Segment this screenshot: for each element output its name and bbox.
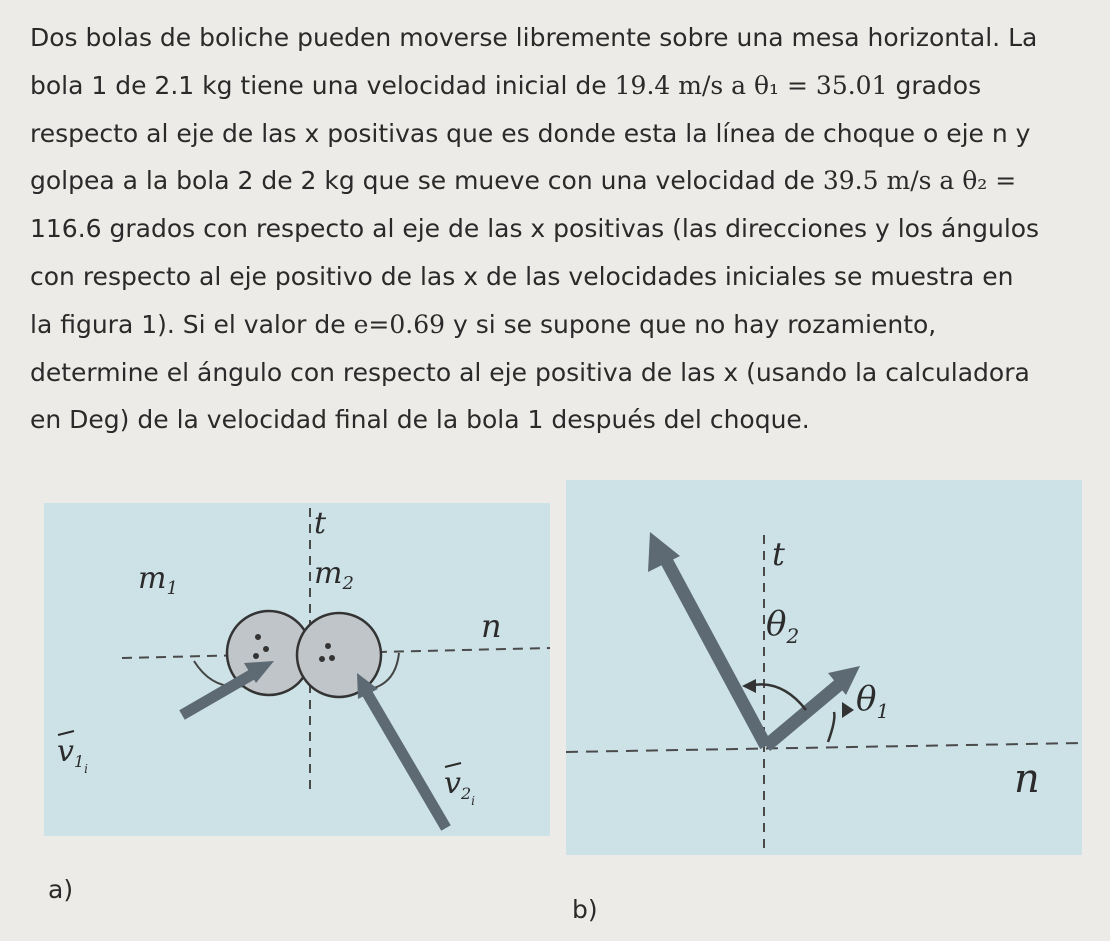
text: y si se supone que no hay rozamiento, [445, 309, 937, 339]
text: determine el ángulo con respecto al eje positiva de las x (usando la calculadora [30, 357, 1030, 387]
figure-a [44, 503, 550, 836]
text: bola 1 de 2.1 kg tiene una velocidad inicial de [30, 70, 615, 100]
caption-a: a) [48, 875, 74, 904]
arc-arrowhead [742, 679, 756, 693]
arc-arrowhead [842, 702, 854, 718]
problem-line [30, 396, 1090, 444]
ball-hole [253, 653, 259, 659]
ball-hole [255, 634, 261, 640]
label-v1: $v_{1i}$ [57, 734, 88, 776]
caption-b: b) [572, 895, 598, 924]
angle-arc-theta1 [828, 712, 834, 742]
label-m1: $m_1$ [138, 561, 178, 599]
math-text: 39.5 m/s a θ₂ = [822, 166, 1017, 196]
problem-line [30, 62, 1090, 110]
text: grados [887, 70, 982, 100]
text: 116.6 grados con respecto al eje de las x positivas (las direcciones y los ángulos [30, 214, 1040, 244]
ball-hole [263, 646, 269, 652]
text: en Deg) de la velocidad final de la bola 1 después del choque. [30, 405, 810, 435]
problem-line [30, 253, 1090, 301]
text: con respecto al eje positivo de las x de las velocidades iniciales se muestra en [30, 261, 1014, 291]
velocity-arrow-1 [182, 671, 258, 715]
problem-line [30, 110, 1090, 158]
label-t: t [772, 535, 785, 573]
problem-line [30, 301, 1090, 349]
ball-hole [329, 655, 335, 661]
ball-hole [319, 656, 325, 662]
label-v2: $v_{2i}$ [444, 766, 475, 808]
figure-b-diagram [566, 480, 1082, 855]
problem-line [30, 349, 1090, 397]
text: respecto al eje de las x positivas que es donde esta la línea de choque o eje n y [30, 118, 1031, 148]
velocity-arrow-2 [367, 693, 446, 828]
math-text: e=0.69 [353, 309, 445, 339]
label-theta1: $\theta_1$ [856, 679, 890, 723]
problem-line [30, 205, 1090, 253]
label-m2: $m_2$ [314, 556, 354, 594]
angle-arc-theta2 [748, 684, 806, 710]
label-n: n [481, 607, 502, 645]
problem-line [30, 157, 1090, 205]
label-n: n [1014, 756, 1040, 802]
velocity-arrow-2 [666, 560, 766, 746]
n-axis-line [566, 743, 1082, 752]
text: golpea a la bola 2 de 2 kg que se mueve con una velocidad de [30, 166, 823, 196]
problem-statement [30, 14, 1090, 444]
label-theta2: $\theta_2$ [766, 604, 800, 648]
text: Dos bolas de boliche pueden moverse libremente sobre una mesa horizontal. La [30, 23, 1038, 52]
text: la figura 1). Si el valor de [30, 309, 354, 339]
math-text: 19.4 m/s a θ₁ = 35.01 [614, 70, 888, 100]
problem-line [30, 14, 1090, 62]
figure-b [566, 480, 1082, 855]
label-t: t [314, 506, 327, 541]
ball-hole [325, 643, 331, 649]
figure-a-diagram [44, 503, 550, 836]
